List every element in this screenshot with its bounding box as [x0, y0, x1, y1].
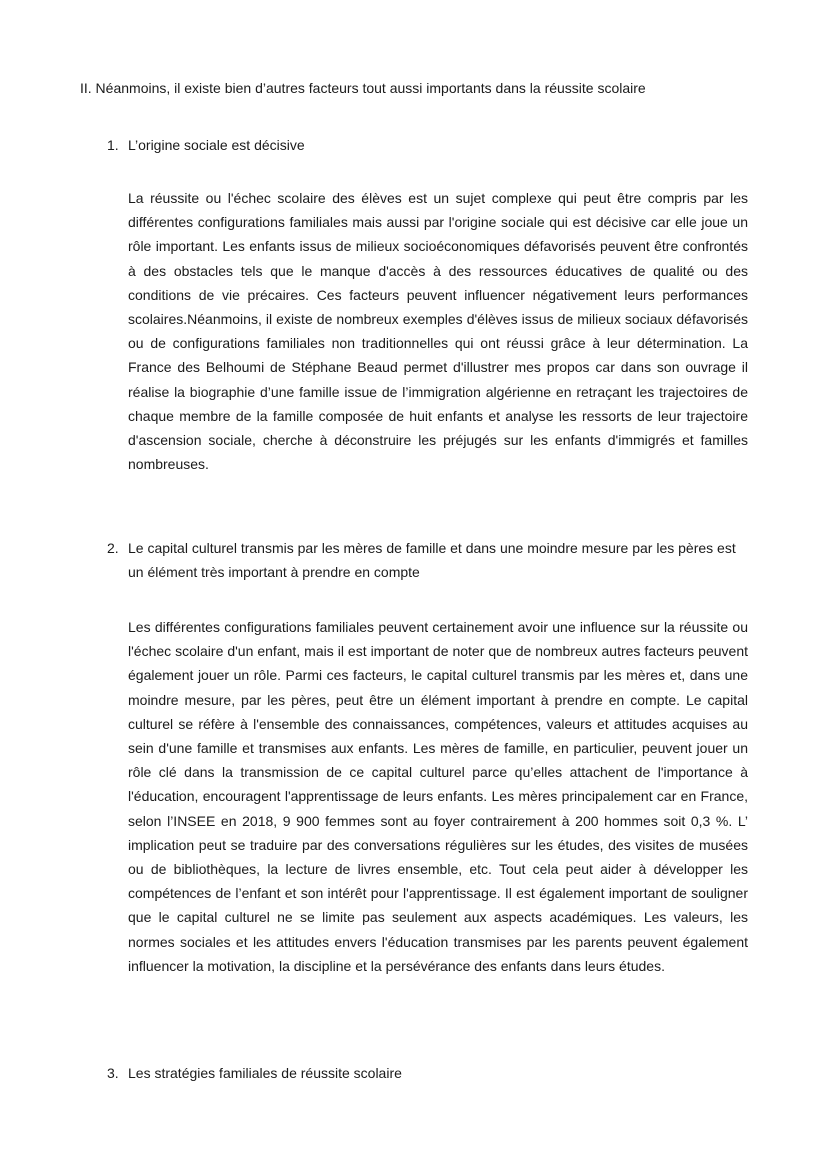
subsection-title: Les stratégies familiales de réussite scolaire	[128, 1065, 402, 1081]
subsection-heading-origine-sociale	[107, 133, 752, 157]
subsection-number: 1.	[107, 137, 119, 153]
subsection-heading-capital-culturel	[107, 536, 752, 584]
paragraph-origine-sociale: La réussite ou l'échec scolaire des élèves est un sujet complexe qui peut être compris par les différentes configurations familiales mais aussi par l'origine sociale qui est décisive car elle joue un rôle important. Les enfants issus de milieux socioéconomiques défavorisés peuvent être confrontés à des obstacles tels que le manque d'accès à des ressources éducatives de qualité ou des conditions de vie précaires. Ces facteurs peuvent influencer négativement leurs performances scolaires.Néanmoins, il existe de nombreux exemples d'élèves issus de milieux sociaux défavorisés ou de configurations familiales non traditionnelles qui ont réussi grâce à leur détermination. La France des Belhoumi de Stéphane Beaud permet d'illustrer mes propos car dans son ouvrage il réalise la biographie d’une famille issue de l’immigration algérienne en retraçant les trajectoires de chaque membre de la famille composée de huit enfants et analyse les ressorts de leur trajectoire d'ascension sociale, cherche à déconstruire les préjugés sur les enfants d'immigrés et familles nombreuses.	[128, 190, 748, 473]
subsection-number: 3.	[107, 1065, 119, 1081]
subsection-heading-strategies-familiales	[107, 1061, 752, 1085]
paragraph-capital-culturel: Les différentes configurations familiales peuvent certainement avoir une influence sur la réussite ou l'échec scolaire d'un enfant, mais il est important de noter que de nombreux autres facteurs peuvent également jouer un rôle. Parmi ces facteurs, le capital culturel transmis par les mères et, dans une moindre mesure, par les pères, peut être un élément important à prendre en compte. Le capital culturel se réfère à l'ensemble des connaissances, compétences, valeurs et attitudes acquises au sein d'une famille et transmises aux enfants. Les mères de famille, en particulier, peuvent jouer un rôle clé dans la transmission de ce capital culturel parce qu’elles attachent de l'importance à l'éducation, encouragent l'apprentissage de leurs enfants. Les mères principalement car en France, selon l’INSEE en 2018, 9 900 femmes sont au foyer contrairement à 200 hommes soit 0,3 %. L’ implication peut se traduire par des conversations régulières sur les études, des visites de musées ou de bibliothèques, la lecture de livres ensemble, etc. Tout cela peut aider à développer les compétences de l’enfant et son intérêt pour l'apprentissage. Il est également important de souligner que le capital culturel ne se limite pas seulement aux aspects académiques. Les valeurs, les normes sociales et les attitudes envers l'éducation transmises par les parents peuvent également influencer la motivation, la discipline et la persévérance des enfants dans leurs études.	[128, 619, 748, 974]
subsection-title: Le capital culturel transmis par les mères de famille et dans une moindre mesure par les pères est un élément très important à prendre en compte	[128, 540, 736, 580]
section-heading: II. Néanmoins, il existe bien d’autres facteurs tout aussi importants dans la réussite scolaire	[80, 80, 646, 96]
subsection-number: 2.	[107, 540, 119, 556]
subsection-title: L’origine sociale est décisive	[128, 137, 305, 153]
